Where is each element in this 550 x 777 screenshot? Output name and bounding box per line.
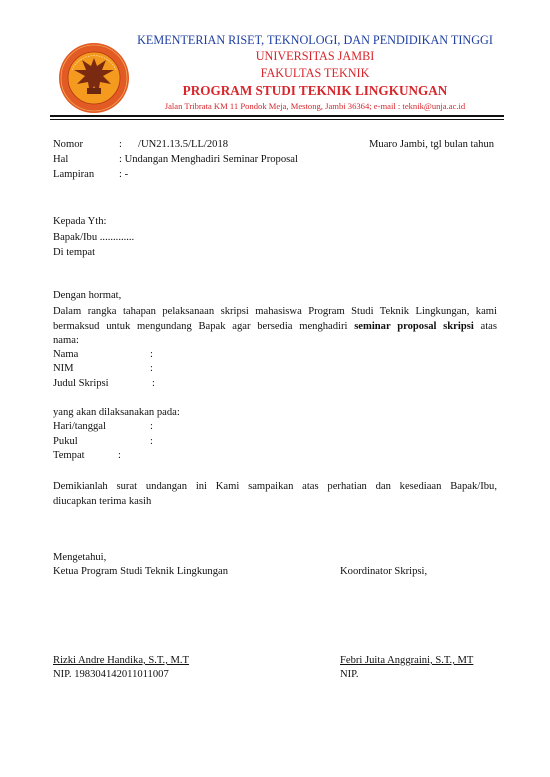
pukul-label: Pukul (53, 436, 78, 447)
schedule-intro: yang akan dilaksanakan pada: (53, 407, 180, 418)
university-name: UNIVERSITAS JAMBI (255, 49, 375, 63)
paragraph-line-1: Dalam rangka tahapan pelaksanaan skripsi mahasiswa Program Studi Teknik Lingkungan, kami (53, 306, 497, 317)
nomor-label: Nomor (53, 139, 84, 150)
paragraph-line-2-end: atas (480, 321, 497, 332)
nama-label: Nama (53, 349, 79, 360)
seminar-title-bold: seminar proposal skripsi (354, 321, 474, 332)
ministry-name: KEMENTERIAN RISET, TEKNOLOGI, DAN PENDIDIKAN TINGGI (137, 33, 493, 47)
hari-label: Hari/tanggal (53, 421, 106, 432)
left-signer-title: Ketua Program Studi Teknik Lingkungan (53, 566, 229, 577)
judul-colon: : (152, 378, 155, 389)
faculty-name: FAKULTAS TEKNIK (260, 66, 370, 80)
right-signer-name: Febri Juita Anggraini, S.T., MT (340, 655, 474, 666)
closing-line-1: Demikianlah surat undangan ini Kami sampaikan atas perhatian dan kesediaan Bapak/Ibu, (53, 481, 497, 492)
place-date: Muaro Jambi, tgl bulan tahun (369, 139, 495, 150)
pukul-colon: : (150, 436, 153, 447)
recipient-line-3: Di tempat (53, 247, 96, 258)
recipient-line-2: Bapak/Ibu ............. (53, 232, 135, 243)
greeting: Dengan hormat, (53, 290, 122, 301)
nim-colon: : (150, 363, 153, 374)
nomor-colon: : (119, 139, 122, 150)
hal-value: : Undangan Menghadiri Seminar Proposal (119, 154, 298, 165)
paragraph-line-3: nama: (53, 335, 79, 346)
hari-colon: : (150, 421, 153, 432)
letterhead-divider-thick (50, 115, 504, 117)
lampiran-value: : - (119, 169, 129, 180)
judul-label: Judul Skripsi (53, 378, 109, 389)
paragraph-line-2-text: bermaksud untuk mengundang Bapak agar bersedia menghadiri (53, 321, 348, 332)
nim-label: NIM (53, 363, 74, 374)
institution-address: Jalan Tribrata KM 11 Pondok Meja, Mestong, Jambi 36364; e-mail : teknik@unja.ac.id (164, 101, 466, 111)
hal-label: Hal (53, 154, 69, 165)
left-signer-name: Rizki Andre Handika, S.T., M.T (53, 655, 190, 666)
right-signer-nip: NIP. (340, 669, 359, 680)
tempat-colon: : (118, 450, 121, 461)
recipient-line-1: Kepada Yth: (53, 216, 107, 227)
left-signer-nip: NIP. 198304142011011007 (53, 669, 169, 680)
right-signer-title: Koordinator Skripsi, (340, 566, 428, 577)
letterhead-divider-thin (50, 119, 504, 120)
paragraph-line-2 (53, 320, 497, 333)
acknowledged-label: Mengetahui, (53, 552, 107, 563)
tempat-label: Tempat (53, 450, 85, 461)
lampiran-label: Lampiran (53, 169, 95, 180)
nama-colon: : (150, 349, 153, 360)
nomor-value: /UN21.13.5/LL/2018 (138, 139, 229, 150)
program-name: PROGRAM STUDI TEKNIK LINGKUNGAN (182, 83, 448, 98)
closing-line-2: diucapkan terima kasih (53, 496, 152, 507)
